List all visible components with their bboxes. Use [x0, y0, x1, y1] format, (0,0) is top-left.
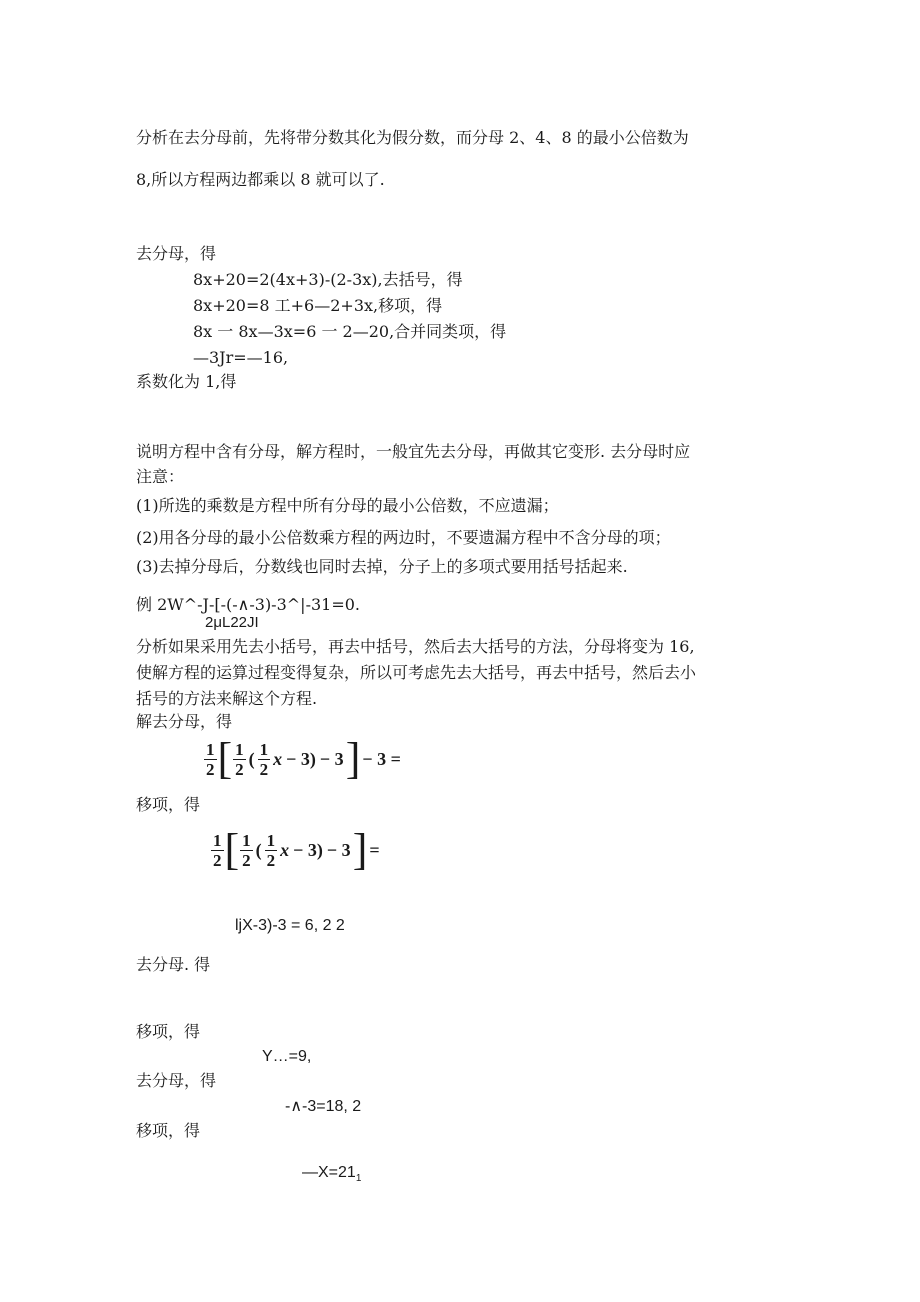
solution2-eq-d: $—X=21_1$ [302, 1164, 362, 1185]
solution2-step1: 解去分母，得 [136, 712, 233, 731]
solution1-eq4: —3Jr=—16, [193, 348, 289, 367]
solution1-eq2: 8x+20=8 工+6—2+3x,移项，得 [193, 296, 443, 315]
solution2-step6: 移项，得 [136, 1121, 201, 1140]
solution2-eq-c: -∧-3=18, 2 [285, 1098, 362, 1115]
analysis1-line1: 分析在去分母前，先将带分数其化为假分数，而分母 2、4、8 的最小公倍数为 [136, 128, 689, 147]
solution2-step3: 去分母. 得 [136, 955, 211, 974]
explanation-line1: 说明方程中含有分母，解方程时，一般宜先去分母，再做其它变形. 去分母时应 [136, 442, 691, 461]
explanation-line2: 注意： [136, 467, 185, 486]
analysis2-line2: 使解方程的运算过程变得复杂，所以可考虑先去大括号，再去中括号，然后去小 [136, 663, 697, 682]
solution2-step2: 移项，得 [136, 795, 201, 814]
solution1-eq3: 8x 一 8x—3x=6 一 2—20,合并同类项，得 [193, 322, 507, 341]
analysis2-line3: 括号的方法来解这个方程. [136, 689, 318, 708]
solution1-eq1: 8x+20=2(4x+3)-(2-3x),去括号，得 [193, 270, 463, 289]
solution2-step4: 移项，得 [136, 1022, 201, 1041]
explanation-item1: (1)所选的乘数是方程中所有分母的最小公倍数，不应遗漏； [136, 496, 559, 515]
solution1-intro: 去分母，得 [136, 244, 217, 263]
explanation-item3: (3)去掉分母后，分数线也同时去掉，分子上的多项式要用括号括起来. [136, 557, 628, 576]
analysis1-line2: 8,所以方程两边都乘以 8 就可以了. [136, 170, 385, 189]
solution1-conclusion: 系数化为 1,得 [136, 372, 237, 391]
formula-1: $\frac{1}{2}$ [ $\frac{1}{2}$ ( $\frac{1}{2}$ x − 3) − 3 ] − 3 = [206, 734, 401, 783]
explanation-item2: (2)用各分母的最小公倍数乘方程的两边时，不要遗漏方程中不含分母的项； [136, 528, 671, 547]
solution2-step5: 去分母，得 [136, 1071, 217, 1090]
example2-subline: 2μL22JI [205, 614, 259, 631]
solution2-eq-b: Y…=9, [262, 1048, 312, 1065]
solution2-eq-a: ljX-3)-3 = 6, 2 2 [235, 917, 345, 934]
analysis2-line1: 分析如果采用先去小括号，再去中括号，然后去大括号的方法，分母将变为 16, [136, 637, 695, 656]
formula-2: $\frac{1}{2}$ [ $\frac{1}{2}$ ( $\frac{1}{2}$ x − 3) − 3 ] = [213, 825, 380, 874]
example2-line: 例 2W^-J-[-(-∧-3)-3^|-31=0. [136, 595, 361, 614]
